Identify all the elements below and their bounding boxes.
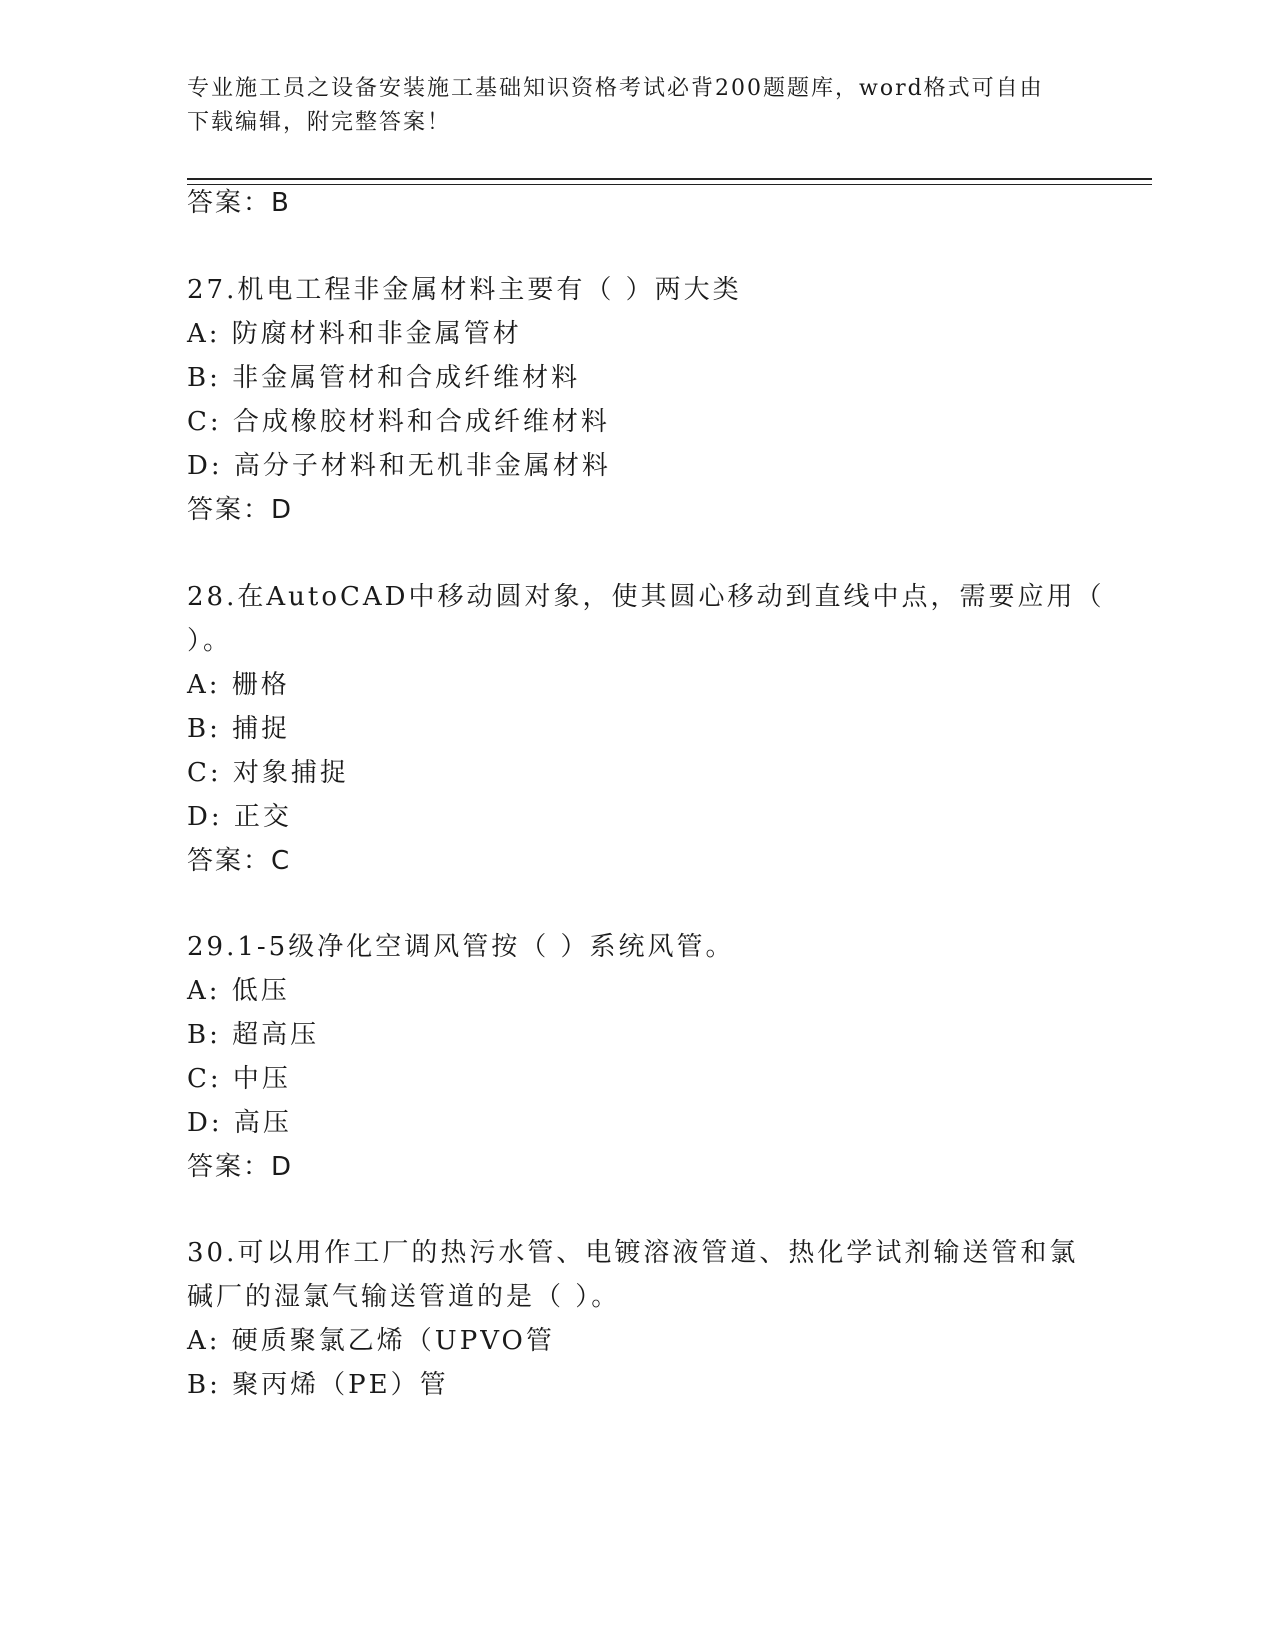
q29-option-c: C: 中压 [187,1064,291,1094]
q27-option-b: B: 非金属管材和合成纤维材料 [187,363,581,393]
header-line-2: 下载编辑，附完整答案！ [187,110,452,135]
q29-answer: 答案：D [187,1152,294,1182]
document-header [187,72,1087,140]
q27-option-a: A: 防腐材料和非金属管材 [187,319,522,349]
q30-option-a: A: 硬质聚氯乙烯（UPVO管 [187,1326,555,1356]
header-divider-thick [187,178,1152,180]
q30-stem-line-2: 碱厂的湿氯气输送管道的是（ ）。 [187,1282,621,1312]
q29-option-b: B: 超高压 [187,1020,320,1050]
q28-option-d: D: 正交 [187,802,292,832]
q30-option-b: B: 聚丙烯（PE）管 [187,1370,449,1400]
q28-option-b: B: 捕捉 [187,714,291,744]
q28-answer: 答案：C [187,846,292,876]
header-divider-thin [187,184,1152,185]
q29-option-a: A: 低压 [187,976,290,1006]
header-line-1: 专业施工员之设备安装施工基础知识资格考试必背200题题库，word格式可自由 [187,76,1044,101]
q27-option-d: D: 高分子材料和无机非金属材料 [187,451,611,481]
q29-stem: 29.1-5级净化空调风管按（ ）系统风管。 [187,932,735,962]
q28-option-a: A: 栅格 [187,670,290,700]
q27-answer: 答案：D [187,495,294,525]
q27-option-c: C: 合成橡胶材料和合成纤维材料 [187,407,610,437]
q27-stem: 27.机电工程非金属材料主要有（ ）两大类 [187,275,742,305]
answer-q26: 答案：B [187,188,291,218]
q28-option-c: C: 对象捕捉 [187,758,349,788]
q28-stem-line-2: ）。 [187,626,233,656]
q30-stem-line-1: 30.可以用作工厂的热污水管、电镀溶液管道、热化学试剂输送管和氯 [187,1238,1079,1268]
q28-stem-line-1: 28.在AutoCAD中移动圆对象，使其圆心移动到直线中点，需要应用（ [187,582,1105,612]
q29-option-d: D: 高压 [187,1108,292,1138]
